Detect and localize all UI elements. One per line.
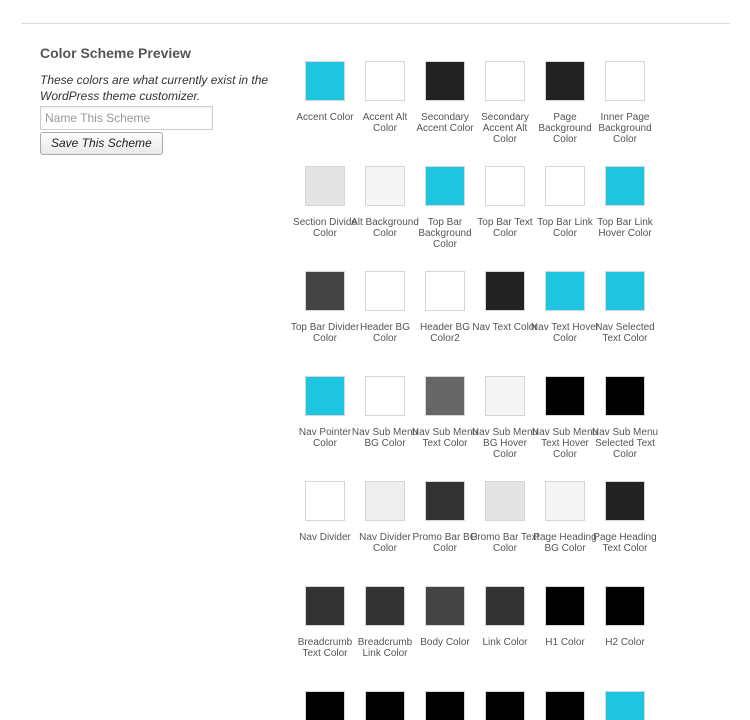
color-swatch[interactable]	[595, 61, 655, 166]
swatch-label: Page Heading BG Color	[533, 532, 597, 554]
color-swatch[interactable]	[295, 691, 355, 720]
panel-title: Color Scheme Preview	[40, 45, 191, 61]
scheme-name-input[interactable]	[40, 106, 213, 130]
color-swatch[interactable]	[535, 166, 595, 271]
color-chip[interactable]	[545, 166, 585, 206]
color-swatch[interactable]	[415, 691, 475, 720]
color-swatch[interactable]	[475, 61, 535, 166]
color-swatch[interactable]	[355, 586, 415, 691]
swatch-label: Top Bar Divider Color	[290, 322, 360, 344]
swatch-label: Promo Bar Text Color	[470, 532, 540, 554]
save-scheme-button[interactable]: Save This Scheme	[40, 132, 163, 155]
color-swatch[interactable]	[591, 376, 659, 481]
swatch-label: Page Heading Text Color	[593, 532, 657, 554]
color-swatch[interactable]	[415, 586, 475, 691]
color-swatch[interactable]	[595, 691, 655, 720]
swatch-label: Nav Selected Text Color	[595, 322, 655, 344]
color-chip[interactable]	[425, 376, 465, 416]
color-chip[interactable]	[365, 691, 405, 720]
color-chip[interactable]	[425, 61, 465, 101]
section-divider	[21, 23, 730, 24]
color-swatch[interactable]	[415, 61, 475, 166]
color-chip[interactable]	[545, 376, 585, 416]
color-swatch[interactable]	[475, 586, 535, 691]
color-chip[interactable]	[485, 61, 525, 101]
swatch-grid	[290, 61, 715, 720]
color-swatch[interactable]	[535, 691, 595, 720]
color-swatch[interactable]	[412, 481, 478, 586]
color-chip[interactable]	[305, 376, 345, 416]
color-chip[interactable]	[605, 481, 645, 521]
color-chip[interactable]	[485, 586, 525, 626]
swatch-label: Secondary Accent Alt Color	[481, 112, 529, 145]
color-chip[interactable]	[365, 271, 405, 311]
color-swatch[interactable]	[530, 271, 600, 376]
color-swatch[interactable]	[595, 481, 655, 586]
swatch-label: Top Bar Text Color	[477, 217, 533, 239]
color-chip[interactable]	[545, 271, 585, 311]
color-swatch[interactable]	[295, 61, 355, 166]
color-swatch[interactable]	[411, 376, 479, 481]
color-swatch[interactable]	[535, 481, 595, 586]
color-chip[interactable]	[365, 586, 405, 626]
swatch-label: Body Color	[420, 637, 470, 648]
swatch-label: Page Background Color	[538, 112, 592, 145]
swatch-label: Inner Page Background Color	[598, 112, 652, 145]
color-swatch[interactable]	[355, 691, 415, 720]
color-chip[interactable]	[605, 271, 645, 311]
color-chip[interactable]	[365, 481, 405, 521]
color-chip[interactable]	[425, 691, 465, 720]
color-swatch[interactable]	[415, 166, 475, 271]
color-swatch[interactable]	[531, 376, 599, 481]
color-swatch[interactable]	[535, 61, 595, 166]
swatch-label: Accent Alt Color	[362, 112, 408, 134]
color-chip[interactable]	[425, 586, 465, 626]
color-chip[interactable]	[485, 376, 525, 416]
color-chip[interactable]	[305, 271, 345, 311]
color-chip[interactable]	[485, 271, 525, 311]
swatch-label: Nav Divider	[299, 532, 351, 543]
color-chip[interactable]	[605, 61, 645, 101]
swatch-label: Section Divide Color	[293, 217, 357, 239]
color-chip[interactable]	[545, 691, 585, 720]
color-swatch[interactable]	[415, 271, 475, 376]
color-chip[interactable]	[365, 166, 405, 206]
swatch-label: Nav Sub Menu Text Color	[411, 427, 479, 449]
color-chip[interactable]	[305, 166, 345, 206]
color-swatch[interactable]	[471, 376, 539, 481]
color-swatch[interactable]	[475, 166, 535, 271]
swatch-label: Link Color	[482, 637, 528, 648]
color-chip[interactable]	[605, 376, 645, 416]
swatch-label: H1 Color	[545, 637, 585, 648]
swatch-label: Nav Sub Menu Text Hover Color	[531, 427, 599, 460]
color-swatch[interactable]	[595, 586, 655, 691]
color-chip[interactable]	[485, 481, 525, 521]
color-swatch[interactable]	[595, 166, 655, 271]
swatch-label: Nav Sub Menu Selected Text Color	[591, 427, 659, 460]
swatch-label: Header BG Color	[359, 322, 411, 344]
color-chip[interactable]	[365, 376, 405, 416]
color-chip[interactable]	[305, 586, 345, 626]
color-chip[interactable]	[485, 691, 525, 720]
swatch-label: Top Bar Background Color	[418, 217, 472, 250]
color-chip[interactable]	[365, 61, 405, 101]
color-swatch[interactable]	[472, 271, 538, 376]
swatch-label: Nav Pointer Color	[298, 427, 352, 449]
color-swatch[interactable]	[470, 481, 540, 586]
color-chip[interactable]	[305, 61, 345, 101]
color-swatch[interactable]	[355, 271, 415, 376]
color-chip[interactable]	[305, 691, 345, 720]
swatch-label: Top Bar Link Hover Color	[597, 217, 653, 239]
color-chip[interactable]	[545, 586, 585, 626]
color-chip[interactable]	[425, 481, 465, 521]
swatch-label: Nav Text Hover Color	[530, 322, 600, 344]
color-swatch[interactable]	[475, 691, 535, 720]
color-swatch[interactable]	[351, 376, 419, 481]
scheme-panel	[40, 44, 270, 155]
swatch-label: Breadcrumb Text Color	[297, 637, 353, 659]
panel-description: These colors are what currently exist in the WordPress theme customizer.	[40, 73, 269, 103]
swatch-label: Nav Divider Color	[359, 532, 411, 554]
swatch-label: Top Bar Link Color	[537, 217, 593, 239]
color-chip[interactable]	[425, 271, 465, 311]
swatch-label: Alt Background Color	[351, 217, 419, 239]
swatch-label: Nav Sub Menu BG Hover Color	[471, 427, 539, 460]
color-swatch[interactable]	[535, 586, 595, 691]
color-swatch[interactable]	[295, 166, 355, 271]
swatch-label: Secondary Accent Color	[416, 112, 474, 134]
swatch-label: Header BG Color2	[419, 322, 471, 344]
color-chip[interactable]	[605, 166, 645, 206]
color-swatch[interactable]	[355, 61, 415, 166]
color-swatch[interactable]	[295, 481, 355, 586]
color-swatch[interactable]	[351, 166, 419, 271]
swatch-label: Breadcrumb Link Color	[357, 637, 413, 659]
swatch-label: Nav Text Color	[472, 322, 538, 333]
color-chip[interactable]	[485, 166, 525, 206]
color-swatch[interactable]	[355, 481, 415, 586]
swatch-label: Accent Color	[296, 112, 354, 123]
color-chip[interactable]	[605, 586, 645, 626]
color-chip[interactable]	[605, 691, 645, 720]
color-swatch[interactable]	[595, 271, 655, 376]
swatch-label: Promo Bar BG Color	[412, 532, 478, 554]
color-chip[interactable]	[425, 166, 465, 206]
color-swatch[interactable]	[295, 586, 355, 691]
swatch-label: Nav Sub Menu BG Color	[351, 427, 419, 449]
color-swatch[interactable]	[295, 376, 355, 481]
color-chip[interactable]	[305, 481, 345, 521]
swatch-label: H2 Color	[605, 637, 645, 648]
color-swatch[interactable]	[290, 271, 360, 376]
color-chip[interactable]	[545, 481, 585, 521]
color-chip[interactable]	[545, 61, 585, 101]
